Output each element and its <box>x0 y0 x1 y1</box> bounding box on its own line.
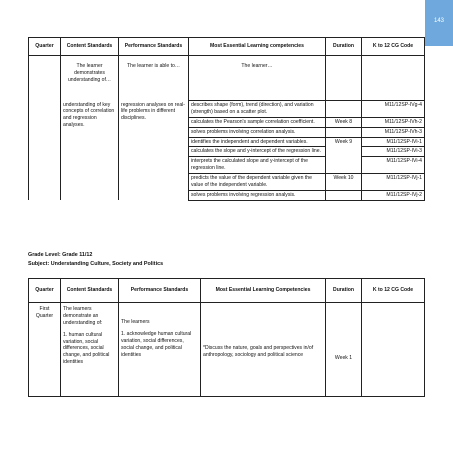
performance-standard-cell <box>119 303 201 397</box>
competency-cell: interprets the calculated slope and y-intercept of the regression line. <box>189 157 326 174</box>
performance-standard-item: 1. acknowledge human cultural variation, social differences, social change, and political identities <box>121 330 192 358</box>
content-standard-intro: The learners demonstrate an understanding of: <box>63 306 103 326</box>
subject-label: Subject: Understanding Culture, Society and Politics <box>28 261 164 267</box>
code-cell: M11/12SP-IVi-1 <box>362 137 425 147</box>
header-duration: Duration <box>326 38 362 56</box>
duration-cell <box>326 101 362 118</box>
header-quarter: Quarter <box>29 38 61 56</box>
duration-cell: Week 10 <box>326 174 362 191</box>
page-number-tab <box>425 0 453 46</box>
header-duration: Duration <box>326 279 362 303</box>
performance-intro: The learner is able to… <box>119 56 189 101</box>
grade-level-label: Grade Level: Grade 11/12 <box>28 252 93 258</box>
code-cell: M11/12SP-IVg-4 <box>362 101 425 118</box>
duration-cell <box>326 127 362 137</box>
header-quarter: Quarter <box>29 279 61 303</box>
competency-table-ucsp <box>28 278 425 397</box>
competency-table-statistics <box>28 37 425 201</box>
performance-standard-intro: The learners <box>121 319 150 325</box>
table-row <box>29 101 425 118</box>
code-cell: M11/12SP-IVh-2 <box>362 117 425 127</box>
code-cell: M11/12SP-IVh-3 <box>362 127 425 137</box>
table-header-row <box>29 38 425 56</box>
header-code: K to 12 CG Code <box>362 279 425 303</box>
header-content-standards: Content Standards <box>61 38 119 56</box>
code-cell: M11/12SP-IVj-1 <box>362 174 425 191</box>
duration-cell <box>326 190 362 200</box>
code-cell <box>362 303 425 397</box>
content-standard-item: 1. human cultural variation, social differences, social change, and political identities <box>63 331 110 366</box>
duration-cell: Week 8 <box>326 117 362 127</box>
header-content-standards: Content Standards <box>61 279 119 303</box>
content-standard-cont: understanding of key concepts of correlation and regression analyses. <box>61 101 119 201</box>
code-cell: M11/12SP-IVj-2 <box>362 190 425 200</box>
header-performance-standards: Performance Standards <box>119 279 201 303</box>
duration-cell: Week 1 <box>326 303 362 397</box>
performance-standard-cont: regression analyses on real-life problems in different disciplines. <box>119 101 189 201</box>
duration-cell: Week 9 <box>326 137 362 174</box>
intro-row <box>29 56 425 101</box>
competency-cell: *Discuss the nature, goals and perspectives in/of anthropology, sociology and political science <box>201 303 326 397</box>
table-header-row <box>29 279 425 303</box>
page-number: 143 <box>433 18 444 24</box>
code-cell: M11/12SP-IVi-4 <box>362 157 425 174</box>
competency-cell: predicts the value of the dependent variable given the value of the independent variable. <box>189 174 326 191</box>
content-standard-cell <box>61 303 119 397</box>
header-competencies: Most Essential Learning Competencies <box>201 279 326 303</box>
competency-intro: The learner… <box>189 56 326 101</box>
competency-cell: solves problems involving regression analysis. <box>189 190 326 200</box>
content-intro: The learner demonstrates understanding of… <box>61 56 119 101</box>
quarter-cell: First Quarter <box>29 303 61 397</box>
competency-cell: solves problems involving correlation analysis. <box>189 127 326 137</box>
competency-cell: identifies the independent and dependent variables. <box>189 137 326 147</box>
header-competencies: Most Essential Learning competencies <box>189 38 326 56</box>
competency-cell: calculates the Pearson's sample correlation coefficient. <box>189 117 326 127</box>
competency-cell: describes shape (form), trend (direction), and variation (strength) based on a scatter plot. <box>189 101 326 118</box>
table-row <box>29 303 425 397</box>
competency-cell: calculates the slope and y-intercept of the regression line. <box>189 147 326 157</box>
code-cell: M11/12SP-IVi-3 <box>362 147 425 157</box>
header-performance-standards: Performance Standards <box>119 38 189 56</box>
header-code: K to 12 CG Code <box>362 38 425 56</box>
